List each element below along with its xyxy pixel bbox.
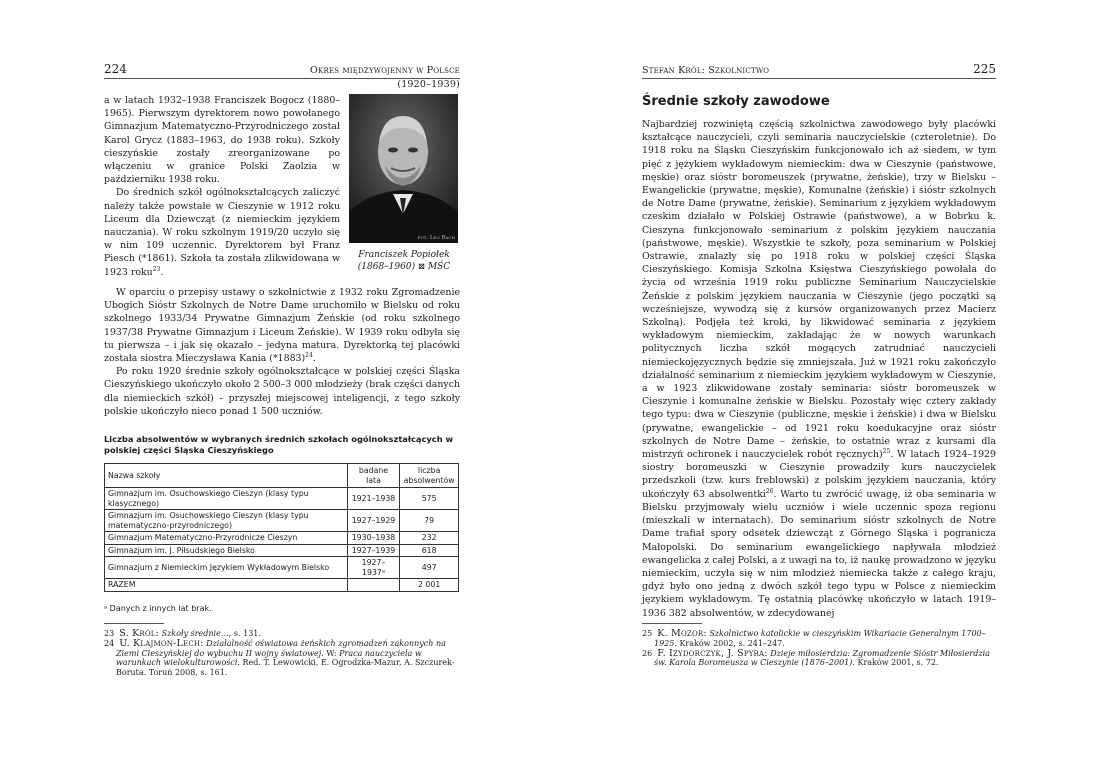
graduates-count: 575 bbox=[400, 488, 459, 510]
table-row bbox=[105, 544, 459, 557]
photo-caption bbox=[349, 250, 459, 273]
graduates-count: 497 bbox=[400, 557, 459, 579]
footnote-ref[interactable]: 25 bbox=[882, 447, 891, 455]
header-rule-right bbox=[642, 78, 996, 79]
caption-dates: (1868–1960) bbox=[357, 261, 416, 272]
years: 1927–1939 bbox=[347, 544, 400, 557]
column-header: Nazwa szkoły bbox=[105, 464, 348, 488]
table-row bbox=[105, 510, 459, 532]
footnote-ref[interactable]: 26 bbox=[765, 487, 774, 495]
graduates-total: 2 001 bbox=[400, 579, 459, 592]
total-label: RAZEM bbox=[105, 579, 348, 592]
footnote-rule-right bbox=[642, 623, 702, 624]
table-row bbox=[105, 532, 459, 545]
portrait-photo bbox=[349, 94, 458, 243]
footnote-ref[interactable]: 24 bbox=[305, 351, 313, 359]
school-name: Gimnazjum z Niemieckim Językiem Wykładowym Bielsko bbox=[105, 557, 348, 579]
table-header-row bbox=[105, 464, 459, 488]
school-name: Gimnazjum im. J. Piłsudskiego Bielsko bbox=[105, 544, 348, 557]
running-head-left: Okres międzywojenny w Polsce (1920–1939) bbox=[310, 65, 460, 90]
graduates-count: 79 bbox=[400, 510, 459, 532]
page-number-left: 224 bbox=[104, 62, 127, 76]
table-total-row bbox=[105, 579, 459, 592]
paragraph: Po roku 1920 średnie szkoły ogólnokształcące w polskiej części Śląska Cieszyńskiego ukończyło około 2 500–3 000 młodzieży (brak części danych dla niemieckich szkół) – przyszłej miejscowej inteligencji, z tego szkoły polskie ukończyło nieco ponad 1 500 uczniów. bbox=[104, 366, 460, 417]
text-column-top bbox=[104, 94, 340, 279]
school-name: Gimnazjum im. Osuchowskiego Cieszyn (klasy typu klasycznego) bbox=[105, 488, 348, 510]
footnote-ref[interactable]: 23 bbox=[152, 265, 161, 273]
text-column-full bbox=[104, 286, 460, 418]
footnotes-right bbox=[642, 629, 996, 668]
years bbox=[347, 579, 400, 592]
table-row bbox=[105, 488, 459, 510]
museum-mark-icon: ⊠ bbox=[417, 261, 426, 272]
section-title: Średnie szkoły zawodowe bbox=[642, 94, 830, 109]
table-note: ᵃ Danych z innych lat brak. bbox=[104, 604, 212, 613]
graduates-count: 618 bbox=[400, 544, 459, 557]
graduates-count: 232 bbox=[400, 532, 459, 545]
footnote-24: 24 U. Klajmon-Lech: Działalność oświatowa żeńskich zgromadzeń zakonnych na Ziemi Cieszyńskiej do wybuchu II wojny światowej. W: Praca nauczyciela w warunkach wielokulturowości. Red. T. Lewowicki, E. Ogrodzka-Mazur, A. Szczurek-Boruta. Toruń 2008, s. 161. bbox=[104, 637, 455, 678]
table-row bbox=[105, 557, 459, 579]
graduates-table bbox=[104, 463, 459, 592]
footnotes-left bbox=[104, 629, 460, 678]
footnote-25: 25 K. Mozor: Szkolnictwo katolickie w cieszyńskim Wikariacie Generalnym 1700–1925. Kraków 2002, s. 241–247. bbox=[642, 628, 986, 648]
caption-source: MŚC bbox=[427, 261, 451, 272]
page-number-right: 225 bbox=[973, 62, 996, 76]
footnote-rule-left bbox=[104, 623, 164, 624]
years: 1930–1938 bbox=[347, 532, 400, 545]
text-column-right bbox=[642, 118, 996, 620]
paragraph: W oparciu o przepisy ustawy o szkolnictwie z 1932 roku Zgromadzenie Ubogich Sióstr Szkolnych de Notre Dame uruchomiło w Bielsku od roku szkolnego 1933/34 Prywatne Gimnazjum Żeńskie (od roku szkolnego 1937/38 Prywatne Gimnazjum i Liceum Żeńskie). W 1939 roku odbyła się tu pierwsza – i jak się okazało – jedyna matura. Dyrektorką tej placówki została siostra Mieczysława Kania $(*1883)^{24}$. bbox=[104, 287, 460, 365]
header-rule-left bbox=[104, 78, 460, 79]
years: 1927–1937ᵃ bbox=[347, 557, 400, 579]
paragraph: Najbardziej rozwiniętą częścią szkolnictwa zawodowego były placówki kształcące nauczycieli, czyli seminaria nauczycielskie (czteroletnie). Do 1918 roku na Śląsku Cieszyńskim funkcjonowało ich aż siedem, w tym pięć z językiem wykładowym niemieckim: dwa w Cieszynie (państwowe, męskie) oraz sióstr boromeuszek (prywatne, żeńskie), trzy w Bielsku – Ewangelickie (prywatne, męskie), Komunalne (żeńskie) i sióstr szkolnych de Notre Dame (prywatne, żeńskie). Seminarium z językiem wykładowym czeskim działało w Polskiej Ostrawie (państwowe), a w Bobrku k. Cieszyna funkcjonowało seminarium z polskim językiem nauczania (państwowe, męskie). Wszystkie te szkoły, poza seminarium w Polskiej Ostrawie, znalazły się po 1918 roku w polskiej części Śląska Cieszyńskiego. Komisja Szkolna Księstwa Cieszyńskiego powołała do życia od września 1919 roku publiczne Seminarium Nauczycielskie Żeńskie z polskim językiem nauczania w Cieszynie (jego początki są wcześniejsze, wywodzą się z kursów organizowanych przez Macierz Szkolną). Podjęła też kroki, by likwidować seminaria z językiem wykładowym niemieckim, zakładając że w nowych warunkach politycznych liczba szkół mogących zatrudniać nauczycieli niemieckojęzycznych będzie się zmniejszała. Już w 1921 roku zakończyło działalność seminarium z niemieckim językiem wykładowym w Cieszynie, a w 1923 zlikwidowane zostały seminaria: sióstr boromeuszek w Cieszynie i komunalne żeńskie w Bielsku. Pozostały więc cztery zakłady tego typu: dwa w Cieszynie (publiczne, męskie i żeńskie) i dwa w Bielsku (prywatne, ewangelickie – od 1921 roku koedukacyjne oraz sióstr szkolnych de Notre Dame – żeńskie, to ostatnie wraz z kursami dla mistrzyń ochronek i nauczycielek robót ręcznych)$^{25}$. W latach 1924–1929 siostry boromeuszki w Cieszynie prowadziły kurs nauczycielek przedszkoli (tzw. kurs freblowski) z polskim językiem nauczania, który ukończyły 63 absolwentki$^{26}$. Warto tu zwrócić uwagę, iż oba seminaria w Bielsku przyjmowały wielu uczniów i wiele uczennic spoza regionu (mieszkali w internatach). Do seminarium sióstr szkolnych de Notre Dame trafiał spory odsetek dziewcząt z Górnego Śląska i pogranicza Małopolski. Do seminarium ewangelickiego napływała młodzież ewangelicka z całej Polski, a z uwagi na to, iż naukę prowadzono w języku niemieckim, uczyła się w nim młodzież niemiecka także z całego kraju, gdyż było ono jedną z dwóch szkół tego typu w Polsce z niemieckim językiem wykładowym. Tę ostatnią placówkę ukończyło w latach 1919–1936 382 absolwentów, w zdecydowanej bbox=[642, 119, 996, 619]
paragraph: a w latach 1932–1938 Franciszek Bogocz (1880–1965). Pierwszym dyrektorem nowo powołanego Gimnazjum Matematyczno-Przyrodniczego został Karol Grycz (1883–1963, do 1938 roku). Szkoły cieszyńskie zostały zreorganizowane po włączeniu w granice Polski Zaolzia w październiku 1938 roku. bbox=[104, 95, 340, 186]
caption-name: Franciszek Popiołek bbox=[358, 250, 450, 260]
column-header: badane lata bbox=[347, 464, 400, 488]
footnote-23: 23 S. Król: Szkoły średnie…, s. 131. bbox=[104, 628, 261, 639]
running-head-right: Stefan Król: Szkolnictwo bbox=[642, 65, 770, 76]
years: 1921–1938 bbox=[347, 488, 400, 510]
photo-credit: fot. Leo Bach bbox=[417, 235, 455, 241]
column-header: liczba absolwentów bbox=[400, 464, 459, 488]
footnote-26: 26 F. Izydorczyk, J. Spyra: Dzieje miłosierdzia: Zgromadzenie Sióstr Miłosierdzia św. Karola Boromeusza w Cieszynie (1876–2001). Kraków 2001, s. 72. bbox=[642, 647, 990, 668]
table-title: Liczba absolwentów w wybranych średnich szkołach ogólnokształcących w polskiej części Śląska Cieszyńskiego bbox=[104, 434, 454, 455]
years: 1927–1929 bbox=[347, 510, 400, 532]
school-name: Gimnazjum Matematyczno-Przyrodnicze Cieszyn bbox=[105, 532, 348, 545]
school-name: Gimnazjum im. Osuchowskiego Cieszyn (klasy typu matematyczno-przyrodniczego) bbox=[105, 510, 348, 532]
paragraph: Do średnich szkół ogólnokształcących zaliczyć należy także powstałe w Cieszynie w 1912 roku Liceum dla Dziewcząt (z niemieckim językiem nauczania). W roku szkolnym 1919/20 uczyło się w nim 109 uczennic. Dyrektorem był Franz Piesch (*1861). Szkoła ta została zlikwidowana w 1923 roku$^{23}$. bbox=[104, 187, 340, 278]
